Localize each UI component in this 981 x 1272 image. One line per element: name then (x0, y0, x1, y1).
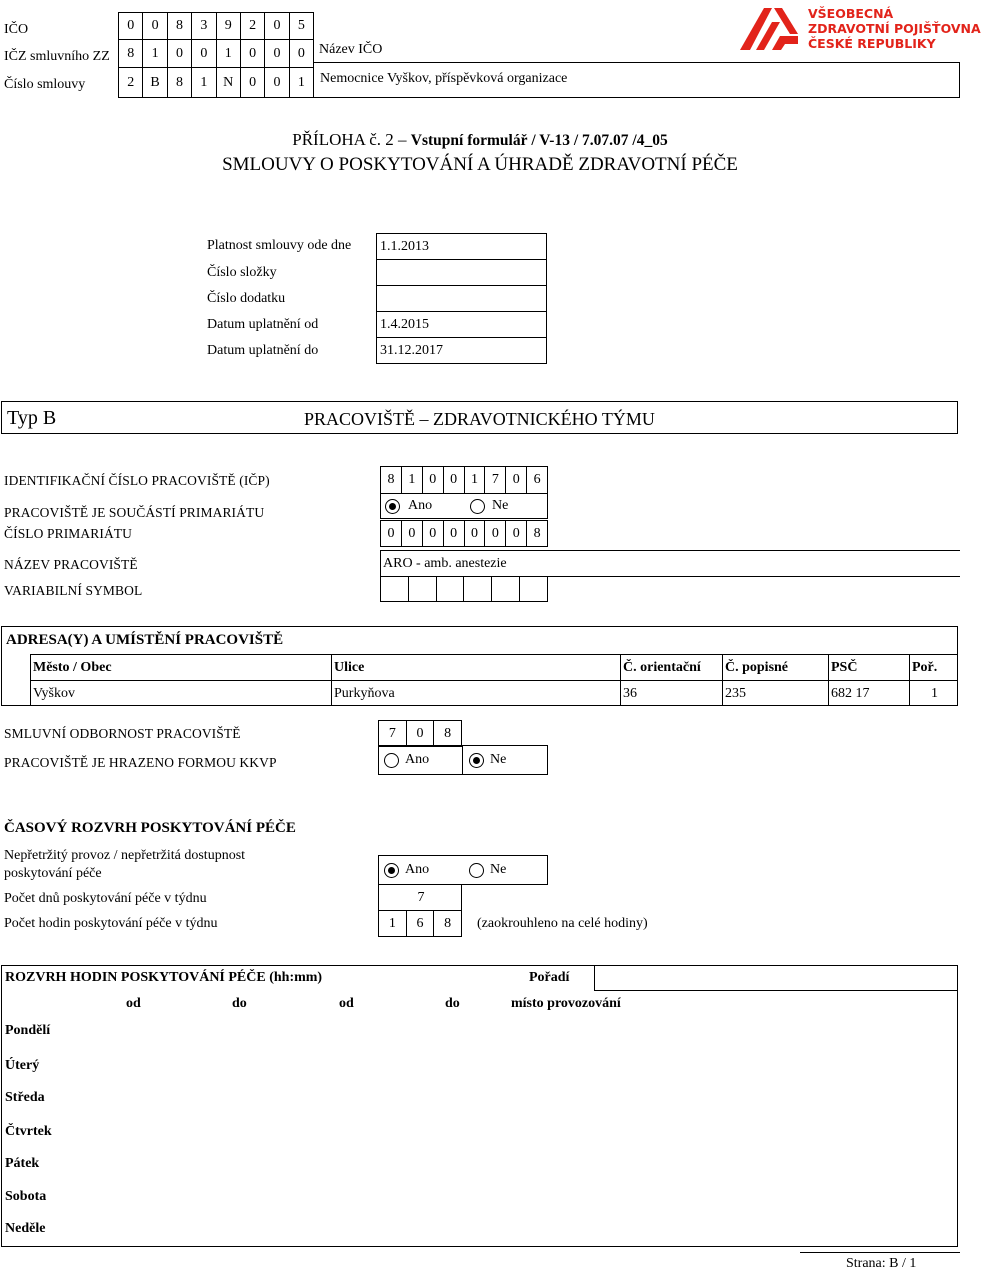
primariat-no-label: Ne (492, 498, 509, 513)
icz-digit: 1 (217, 40, 241, 67)
day-tuesday: Úterý (5, 1058, 40, 1073)
logo-line-2: ZDRAVOTNÍ POJIŠŤOVNA (808, 21, 981, 36)
primariat-digit: 0 (465, 521, 486, 546)
amendment-number-field (376, 285, 547, 312)
icz-digit: 0 (290, 40, 314, 67)
day-sunday: Neděle (5, 1221, 46, 1236)
valid-to-field (376, 337, 547, 364)
icz-digit-grid (118, 40, 314, 68)
ico-digit: 0 (119, 13, 143, 39)
logo-line-1: VŠEOBECNÁ (808, 6, 894, 21)
day-wednesday: Středa (5, 1090, 45, 1105)
type-bar (1, 401, 958, 434)
primariat-no-radio[interactable] (470, 499, 485, 514)
name-ico-field (314, 62, 960, 98)
icz-digit: 0 (192, 40, 216, 67)
address-zip: 682 17 (831, 686, 870, 701)
contract-digit: 1 (290, 68, 314, 97)
icz-digit: 8 (119, 40, 143, 67)
continuous-label-2: poskytování péče (4, 866, 102, 881)
days-per-week-value: 7 (417, 890, 425, 905)
workplace-name-field (380, 550, 960, 577)
day-monday: Pondělí (5, 1023, 51, 1038)
valid-from-field (376, 311, 547, 338)
ico-digit: 8 (168, 13, 192, 39)
contract-digit: N (217, 68, 241, 97)
annex-title (0, 131, 960, 149)
address-order: 1 (931, 686, 938, 701)
hours-per-week-grid (378, 910, 462, 937)
contract-digit: 0 (265, 68, 289, 97)
vzp-logo-icon (738, 6, 800, 52)
ico-digit: 2 (241, 13, 265, 39)
primariat-yes-radio[interactable] (385, 499, 400, 514)
timetable-col-to-1: do (232, 996, 247, 1011)
workplace-name-label: NÁZEV PRACOVIŠTĚ (4, 557, 138, 572)
timetable-order-field (594, 966, 958, 991)
validity-label: Platnost smlouvy ode dne (207, 238, 352, 253)
contract-title: SMLOUVY O POSKYTOVÁNÍ A ÚHRADĚ ZDRAVOTNÍ PÉČE (222, 154, 738, 175)
timetable-col-to-2: do (445, 996, 460, 1011)
address-orientation-number: 36 (623, 686, 637, 701)
contract-digit: 2 (119, 68, 143, 97)
address-header-zip: PSČ (831, 660, 858, 675)
timetable-col-from-2: od (339, 996, 354, 1011)
variable-symbol-cell (464, 577, 492, 601)
specialty-label: SMLUVNÍ ODBORNOST PRACOVIŠTĚ (4, 726, 241, 741)
icz-digit: 0 (168, 40, 192, 67)
hours-digit: 1 (379, 911, 407, 936)
amendment-number-label: Číslo dodatku (207, 291, 286, 306)
page-number: Strana: B / 1 (846, 1256, 917, 1271)
variable-symbol-cell (409, 577, 437, 601)
primariat-digit: 0 (402, 521, 423, 546)
icp-digit: 1 (402, 467, 423, 493)
variable-symbol-grid (380, 576, 548, 602)
valid-from-label: Datum uplatnění od (207, 317, 319, 332)
kkvp-label: PRACOVIŠTĚ JE HRAZENO FORMOU KKVP (4, 755, 277, 770)
valid-to-value: 31.12.2017 (380, 343, 443, 358)
timetable-title: ROZVRH HODIN POSKYTOVÁNÍ PÉČE (hh:mm) (5, 970, 323, 985)
vzp-logo (738, 6, 981, 54)
ico-digit-grid (118, 12, 314, 40)
variable-symbol-cell (437, 577, 465, 601)
contract-digit: B (143, 68, 167, 97)
primariat-part-radio-group (380, 493, 548, 519)
hours-digit: 8 (434, 911, 462, 936)
primariat-digit: 0 (381, 521, 402, 546)
timetable-col-from-1: od (126, 996, 141, 1011)
primariat-digit: 0 (423, 521, 444, 546)
address-city: Vyškov (33, 686, 76, 701)
timetable (1, 965, 958, 1247)
address-title: ADRESA(Y) A UMÍSTĚNÍ PRACOVIŠTĚ (6, 632, 284, 648)
icz-digit: 0 (265, 40, 289, 67)
icp-digit: 7 (485, 467, 506, 493)
icp-digit: 8 (381, 467, 402, 493)
icp-digit: 6 (527, 467, 548, 493)
icp-digit-grid (380, 466, 548, 494)
primariat-digit-grid (380, 520, 548, 547)
continuous-yes-label: Ano (405, 862, 430, 877)
annex-title-prefix: PŘÍLOHA č. 2 – (292, 130, 407, 149)
variable-symbol-cell (492, 577, 520, 601)
contract-number-label: Číslo smlouvy (4, 77, 86, 92)
contract-digit: 1 (192, 68, 216, 97)
kkvp-yes-radio[interactable] (384, 753, 399, 768)
kkvp-no-radio[interactable] (469, 753, 484, 768)
valid-to-label: Datum uplatnění do (207, 343, 319, 358)
primariat-digit: 8 (527, 521, 548, 546)
validity-value: 1.1.2013 (380, 239, 429, 254)
ico-digit: 5 (290, 13, 314, 39)
address-header-order: Poř. (912, 660, 938, 675)
name-ico-label: Název IČO (319, 42, 383, 57)
type-title: PRACOVIŠTĚ – ZDRAVOTNICKÉHO TÝMU (304, 409, 655, 429)
name-ico-value: Nemocnice Vyškov, příspěvková organizace (320, 71, 568, 86)
day-friday: Pátek (5, 1156, 40, 1171)
continuous-label: Nepřetržitý provoz / nepřetržitá dostupnost (4, 848, 246, 863)
contract-digit-grid (118, 68, 314, 98)
icp-label: IDENTIFIKAČNÍ ČÍSLO PRACOVIŠTĚ (IČP) (4, 473, 270, 488)
address-header-house-number: Č. popisné (725, 660, 789, 675)
icp-digit: 0 (444, 467, 465, 493)
ico-digit: 9 (217, 13, 241, 39)
continuous-radio-group (378, 855, 548, 885)
schedule-title: ČASOVÝ ROZVRH POSKYTOVÁNÍ PÉČE (4, 820, 296, 836)
folder-number-field (376, 259, 547, 286)
primariat-part-label: PRACOVIŠTĚ JE SOUČÁSTÍ PRIMARIÁTU (4, 505, 265, 520)
variable-symbol-cell (520, 577, 548, 601)
icp-digit: 0 (423, 467, 444, 493)
primariat-number-label: ČÍSLO PRIMARIÁTU (4, 526, 132, 541)
continuous-no-radio[interactable] (469, 863, 484, 878)
timetable-order-label: Pořadí (529, 970, 570, 985)
icz-label: IČZ smluvního ZZ (4, 49, 110, 64)
kkvp-no-label: Ne (490, 752, 507, 767)
address-section (1, 626, 958, 706)
variable-symbol-cell (381, 577, 409, 601)
hours-per-week-label: Počet hodin poskytování péče v týdnu (4, 916, 218, 931)
icp-digit: 0 (506, 467, 527, 493)
folder-number-label: Číslo složky (207, 265, 277, 280)
kkvp-radio-group (378, 745, 548, 775)
timetable-col-location: místo provozování (511, 996, 621, 1011)
valid-from-value: 1.4.2015 (380, 317, 429, 332)
logo-line-3: ČESKÉ REPUBLIKY (808, 36, 936, 51)
specialty-digit: 7 (379, 721, 407, 746)
address-header-street: Ulice (334, 660, 365, 675)
continuous-yes-radio[interactable] (384, 863, 399, 878)
ico-label: IČO (4, 22, 29, 37)
contract-digit: 0 (241, 68, 265, 97)
address-header-orientation-number: Č. orientační (623, 660, 701, 675)
primariat-yes-label: Ano (408, 498, 433, 513)
hours-note: (zaokrouhleno na celé hodiny) (477, 916, 648, 931)
specialty-digit: 0 (407, 721, 435, 746)
primariat-digit: 0 (444, 521, 465, 546)
primariat-digit: 0 (485, 521, 506, 546)
day-saturday: Sobota (5, 1189, 47, 1204)
address-header-city: Město / Obec (33, 660, 112, 675)
specialty-digit-grid (378, 720, 462, 747)
workplace-name-value: ARO - amb. anestezie (383, 556, 507, 571)
address-house-number: 235 (725, 686, 746, 701)
days-per-week-field (378, 884, 462, 911)
contract-digit: 8 (168, 68, 192, 97)
validity-field (376, 233, 547, 260)
variable-symbol-label: VARIABILNÍ SYMBOL (4, 583, 143, 598)
day-thursday: Čtvrtek (5, 1124, 52, 1139)
type-label: Typ B (7, 407, 57, 429)
address-street: Purkyňova (334, 686, 395, 701)
days-per-week-label: Počet dnů poskytování péče v týdnu (4, 891, 207, 906)
ico-digit: 0 (143, 13, 167, 39)
ico-digit: 0 (265, 13, 289, 39)
kkvp-yes-label: Ano (405, 752, 430, 767)
icz-digit: 0 (241, 40, 265, 67)
annex-title-form: Vstupní formulář / V-13 / 7.07.07 /4_05 (410, 132, 668, 149)
primariat-digit: 0 (506, 521, 527, 546)
hours-digit: 6 (407, 911, 435, 936)
icz-digit: 1 (143, 40, 167, 67)
continuous-no-label: Ne (490, 862, 507, 877)
specialty-digit: 8 (434, 721, 462, 746)
icp-digit: 1 (465, 467, 486, 493)
ico-digit: 3 (192, 13, 216, 39)
